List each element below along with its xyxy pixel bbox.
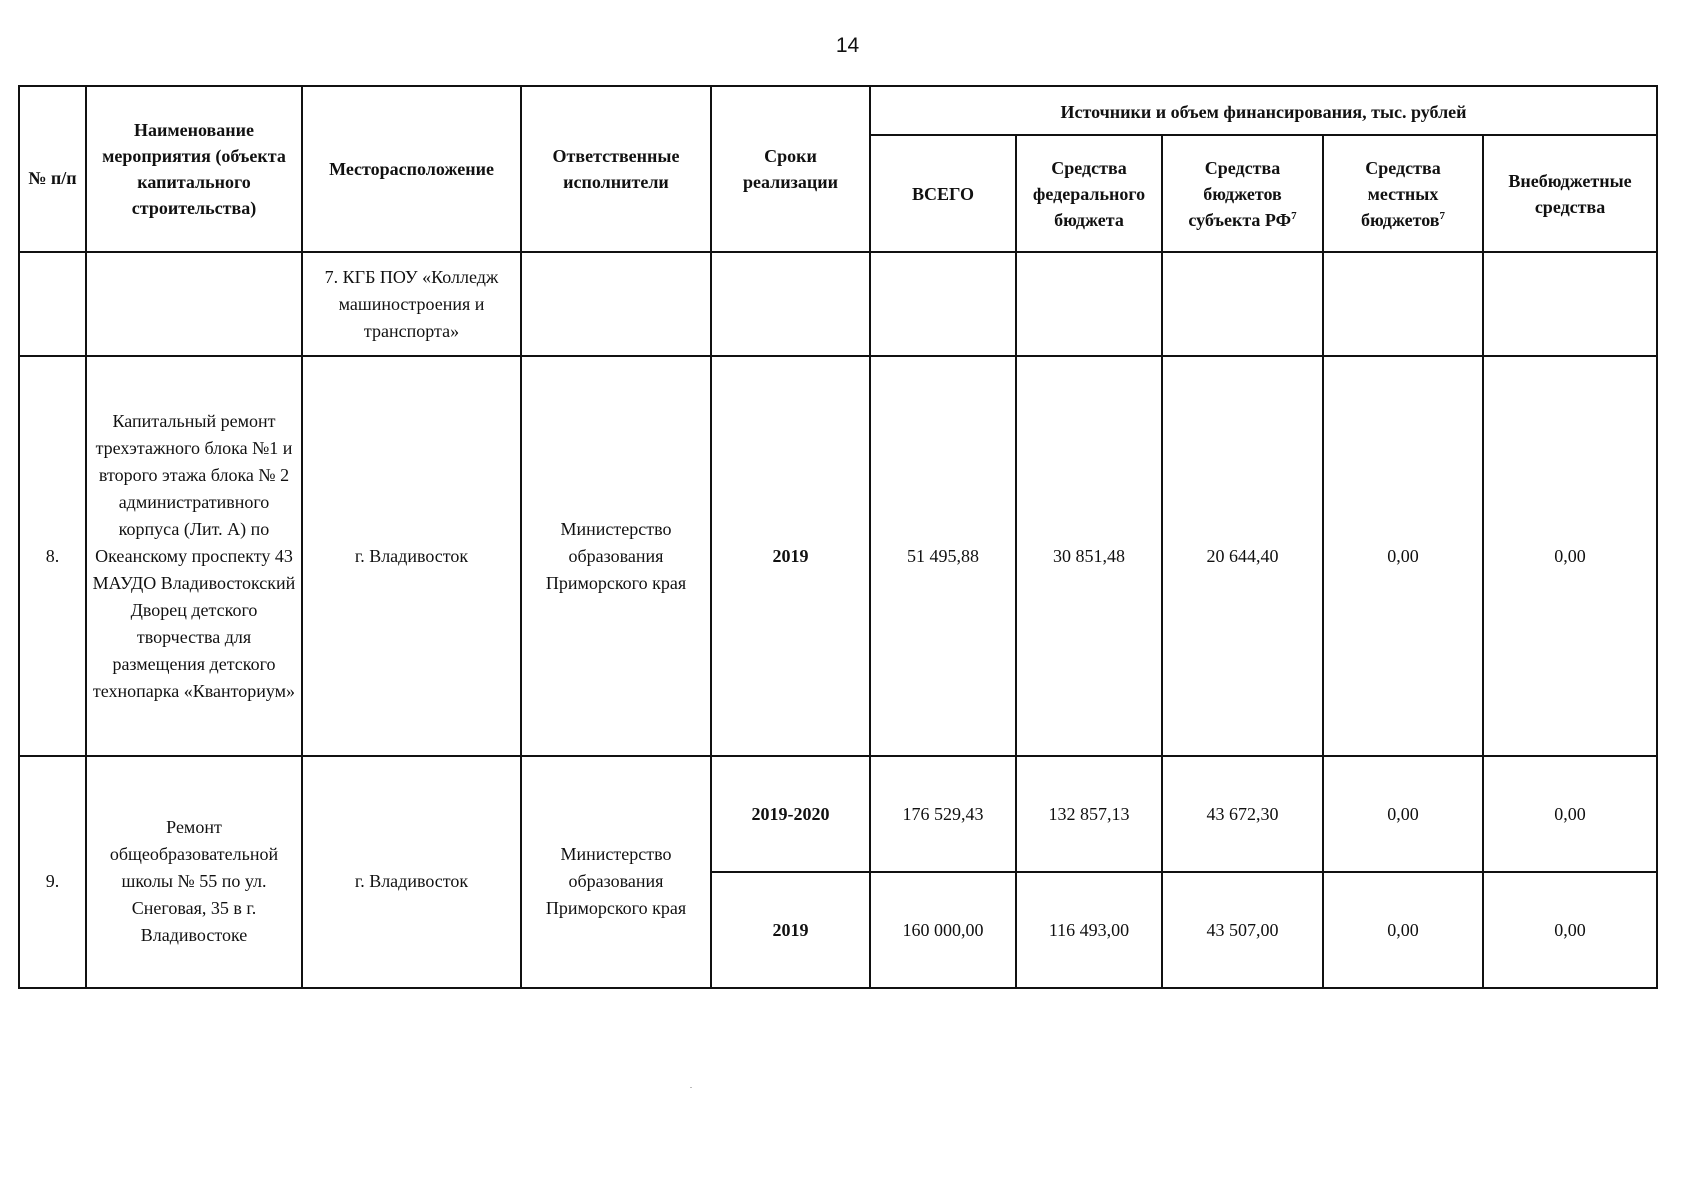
- header-local-footnote: 7: [1439, 209, 1445, 222]
- header-funding-group: Источники и объем финансирования, тыс. рублей: [870, 86, 1657, 135]
- row-federal: [1016, 252, 1162, 356]
- row-local: [1323, 252, 1483, 356]
- row-regional: [1162, 252, 1323, 356]
- row-federal: 116 493,00: [1016, 872, 1162, 988]
- row-local: 0,00: [1323, 356, 1483, 756]
- table-row: [19, 252, 1657, 356]
- row-extra: 0,00: [1483, 356, 1657, 756]
- header-name: Наименование мероприятия (объекта капитального строительства): [86, 86, 302, 252]
- row-term: [711, 252, 870, 356]
- row-num: [19, 252, 86, 356]
- row-location: г. Владивосток: [302, 356, 521, 756]
- row-term: 2019-2020: [711, 756, 870, 872]
- header-federal: Средства федерального бюджета: [1016, 135, 1162, 252]
- row-regional: 43 507,00: [1162, 872, 1323, 988]
- financing-table: [18, 85, 1658, 989]
- header-num: № п/п: [19, 86, 86, 252]
- header-regional: [1162, 135, 1323, 252]
- row-extra: [1483, 252, 1657, 356]
- header-regional-label: Средства бюджетов субъекта РФ: [1188, 157, 1292, 230]
- table-row: [19, 356, 1657, 756]
- row-federal: 132 857,13: [1016, 756, 1162, 872]
- row-term: 2019: [711, 872, 870, 988]
- row-regional: 20 644,40: [1162, 356, 1323, 756]
- row-total: 176 529,43: [870, 756, 1016, 872]
- header-total: ВСЕГО: [870, 135, 1016, 252]
- row-local: 0,00: [1323, 872, 1483, 988]
- header-local-label: Средства местных бюджетов: [1360, 157, 1441, 230]
- row-name: Ремонт общеобразовательной школы № 55 по ул. Снеговая, 35 в г. Владивостоке: [86, 756, 302, 988]
- header-extra: Внебюджетные средства: [1483, 135, 1657, 252]
- row-total: 160 000,00: [870, 872, 1016, 988]
- row-responsible: Министерство образования Приморского края: [521, 756, 711, 988]
- row-federal: 30 851,48: [1016, 356, 1162, 756]
- row-responsible: [521, 252, 711, 356]
- row-regional: 43 672,30: [1162, 756, 1323, 872]
- scan-speck: [690, 1087, 692, 1088]
- row-num: 8.: [19, 356, 86, 756]
- row-extra: 0,00: [1483, 872, 1657, 988]
- row-local: 0,00: [1323, 756, 1483, 872]
- row-extra: 0,00: [1483, 756, 1657, 872]
- row-total: 51 495,88: [870, 356, 1016, 756]
- row-num: 9.: [19, 756, 86, 988]
- row-location: г. Владивосток: [302, 756, 521, 988]
- page-number: 14: [835, 34, 860, 57]
- row-responsible: Министерство образования Приморского края: [521, 356, 711, 756]
- row-name: [86, 252, 302, 356]
- row-location: 7. КГБ ПОУ «Колледж машиностроения и транспорта»: [302, 252, 521, 356]
- row-term: 2019: [711, 356, 870, 756]
- header-location: Месторасположение: [302, 86, 521, 252]
- table-row: [19, 756, 1657, 872]
- row-name: Капитальный ремонт трехэтажного блока №1 и второго этажа блока № 2 административного корпуса (Лит. А) по Океанскому проспекту 43 МАУДО Владивостокский Дворец детского творчества для размещения детского технопарка «Кванториум»: [86, 356, 302, 756]
- header-responsible: Ответственные исполнители: [521, 86, 711, 252]
- header-terms: Сроки реализации: [711, 86, 870, 252]
- header-regional-footnote: 7: [1291, 209, 1297, 222]
- row-total: [870, 252, 1016, 356]
- header-local: [1323, 135, 1483, 252]
